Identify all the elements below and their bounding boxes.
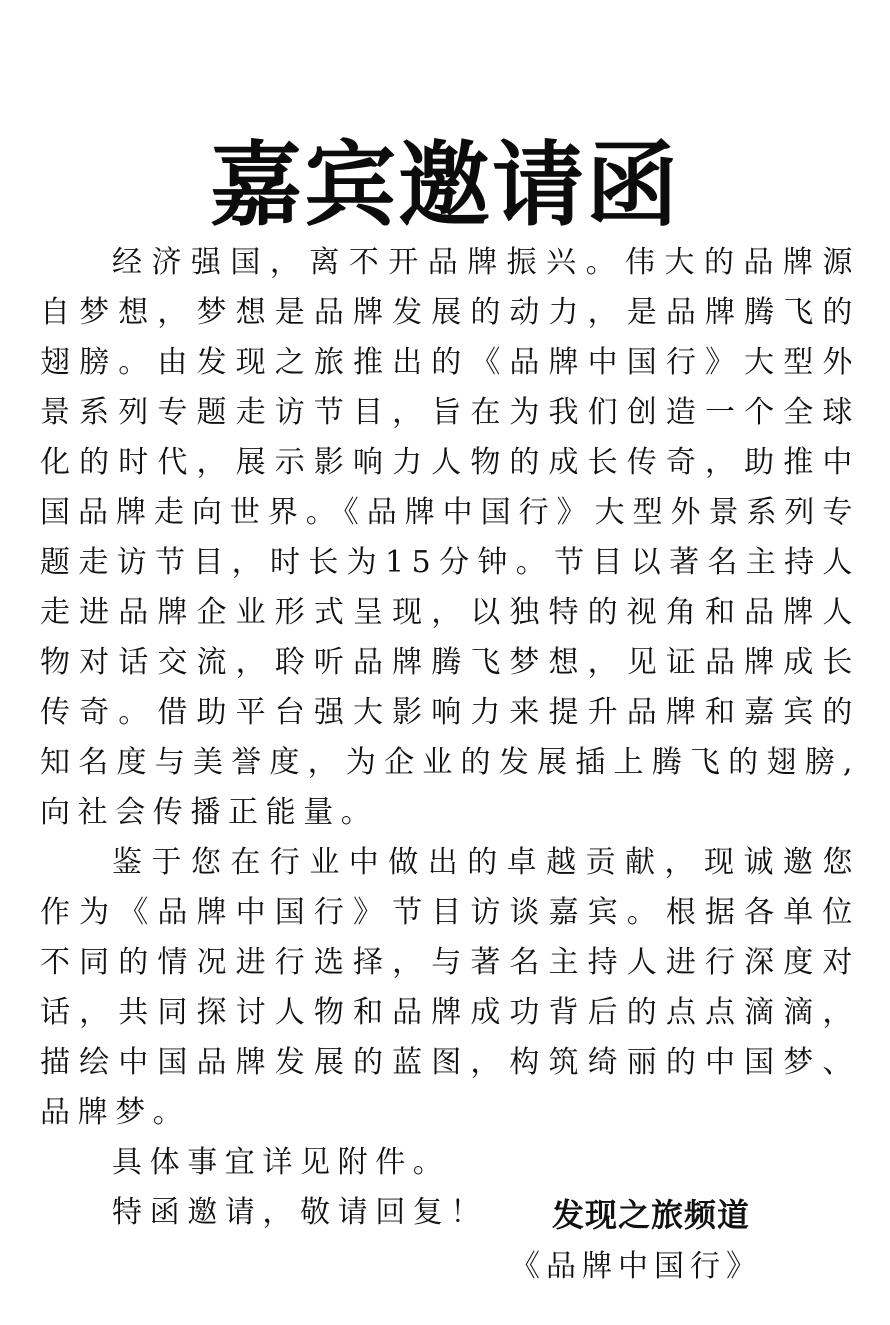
letter-body xyxy=(40,238,860,1238)
signature-organization: 发现之旅频道 xyxy=(551,1196,750,1234)
paragraph-invitation: 鉴于您在行业中做出的卓越贡献，现诚邀您作为《品牌中国行》节目访谈嘉宾。根据各单位不同的情况进行选择，与著名主持人进行深度对话，共同探讨人物和品牌成功背后的点点滴滴，描绘中国品牌发展的蓝图，构筑绮丽的中国梦、品牌梦。 xyxy=(40,845,860,1130)
paragraph-introduction: 经济强国，离不开品牌振兴。伟大的品牌源自梦想，梦想是品牌发展的动力，是品牌腾飞的翅膀。由发现之旅推出的《品牌中国行》大型外景系列专题走访节目，旨在为我们创造一个全球化的时代，展示影响力人物的成长传奇，助推中国品牌走向世界。《品牌中国行》大型外景系列专题走访节目，时长为15分钟。节目以著名主持人走进品牌企业形式呈现，以独特的视角和品牌人物对话交流，聆听品牌腾飞梦想，见证品牌成长传奇。借助平台强大影响力来提升品牌和嘉宾的知名度与美誉度，为企业的发展插上腾飞的翅膀,向社会传播正能量。 xyxy=(40,245,860,830)
paragraph-attachment-note: 具体事宜详见附件。 xyxy=(112,1145,451,1180)
letter-title: 嘉宾邀请函 xyxy=(209,130,680,239)
paragraph-closing: 特函邀请，敬请回复！ xyxy=(112,1195,488,1230)
signature-program: 《品牌中国行》 xyxy=(510,1249,762,1284)
